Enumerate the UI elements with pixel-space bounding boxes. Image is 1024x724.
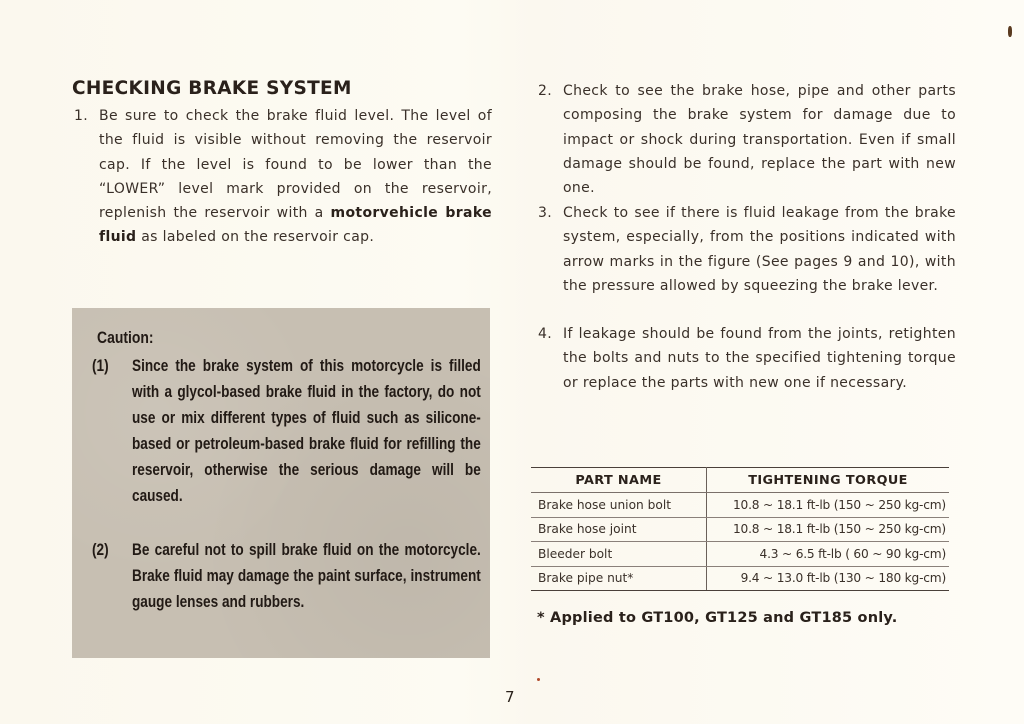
torque-cell: 10.8 ~ 18.1 ft-lb (150 ~ 250 kg-cm) <box>707 517 950 542</box>
torque-table <box>531 467 949 591</box>
torque-cell: 4.3 ~ 6.5 ft-lb ( 60 ~ 90 kg-cm) <box>707 542 950 567</box>
item-number: 3. <box>538 205 553 221</box>
torque-cell: 10.8 ~ 18.1 ft-lb (150 ~ 250 kg-cm) <box>707 493 950 518</box>
caution-item-text: Since the brake system of this motorcycle is filled with a glycol-based brake fluid in the factory, do not use or mix different types of fluid such as silicone-based or petroleum-based brake fluid for refilling the reservoir, otherwise the serious damage will be caused. <box>132 356 481 506</box>
table-row <box>531 493 949 518</box>
caution-item-number: (2) <box>92 540 109 559</box>
table-row <box>531 566 949 591</box>
table-row <box>531 542 949 567</box>
instruction-item-2 <box>538 79 956 200</box>
table-footnote: * Applied to GT100, GT125 and GT185 only. <box>537 610 898 626</box>
part-name-cell: Brake pipe nut* <box>531 566 707 591</box>
instruction-item-1 <box>74 104 492 250</box>
part-name-cell: Brake hose joint <box>531 517 707 542</box>
column-header-torque: TIGHTENING TORQUE <box>707 468 950 493</box>
print-speck <box>1008 26 1012 37</box>
bold-term: motorvehicle brake fluid <box>99 205 492 246</box>
item-text: Check to see if there is fluid leakage from the brake system, especially, from the positions indicated with arrow marks in the figure (See pages 9 and 10), with the pressure allowed by squeezing the brake lever. <box>563 205 956 294</box>
caution-item-1 <box>92 353 481 510</box>
torque-cell: 9.4 ~ 13.0 ft-lb (130 ~ 180 kg-cm) <box>707 566 950 591</box>
item-text: Check to see the brake hose, pipe and other parts composing the brake system for damage due to impact or shock during transportation. Even if small damage should be found, replace the part with new one. <box>563 83 956 197</box>
table-row <box>531 517 949 542</box>
caution-item-number: (1) <box>92 356 109 375</box>
item-text: If leakage should be found from the joints, retighten the bolts and nuts to the specified tightening torque or replace the parts with new one if necessary. <box>563 326 956 391</box>
part-name-cell: Brake hose union bolt <box>531 493 707 518</box>
print-speck <box>537 678 540 681</box>
caution-title: Caution: <box>97 328 154 347</box>
caution-box <box>72 308 490 658</box>
item-number: 4. <box>538 326 553 342</box>
caution-item-text: Be careful not to spill brake fluid on the motorcycle. Brake fluid may damage the paint surface, instrument gauge lenses and rubbers. <box>132 540 481 612</box>
caution-item-2 <box>92 537 481 615</box>
instruction-item-4 <box>538 322 956 395</box>
column-header-part-name: PART NAME <box>531 468 707 493</box>
item-text: Be sure to check the brake fluid level. The level of the fluid is visible without removing the reservoir cap. If the level is found to be lower than the “LOWER” level mark provided on the reservoir, replenish the reservoir with a motorvehicle brake fluid as labeled on the reservoir cap. <box>99 108 492 246</box>
instruction-item-3 <box>538 201 956 298</box>
page-number: 7 <box>505 688 515 706</box>
table-header-row <box>531 468 949 493</box>
section-heading: CHECKING BRAKE SYSTEM <box>72 78 352 99</box>
part-name-cell: Bleeder bolt <box>531 542 707 567</box>
item-number: 1. <box>74 108 89 124</box>
item-number: 2. <box>538 83 553 99</box>
